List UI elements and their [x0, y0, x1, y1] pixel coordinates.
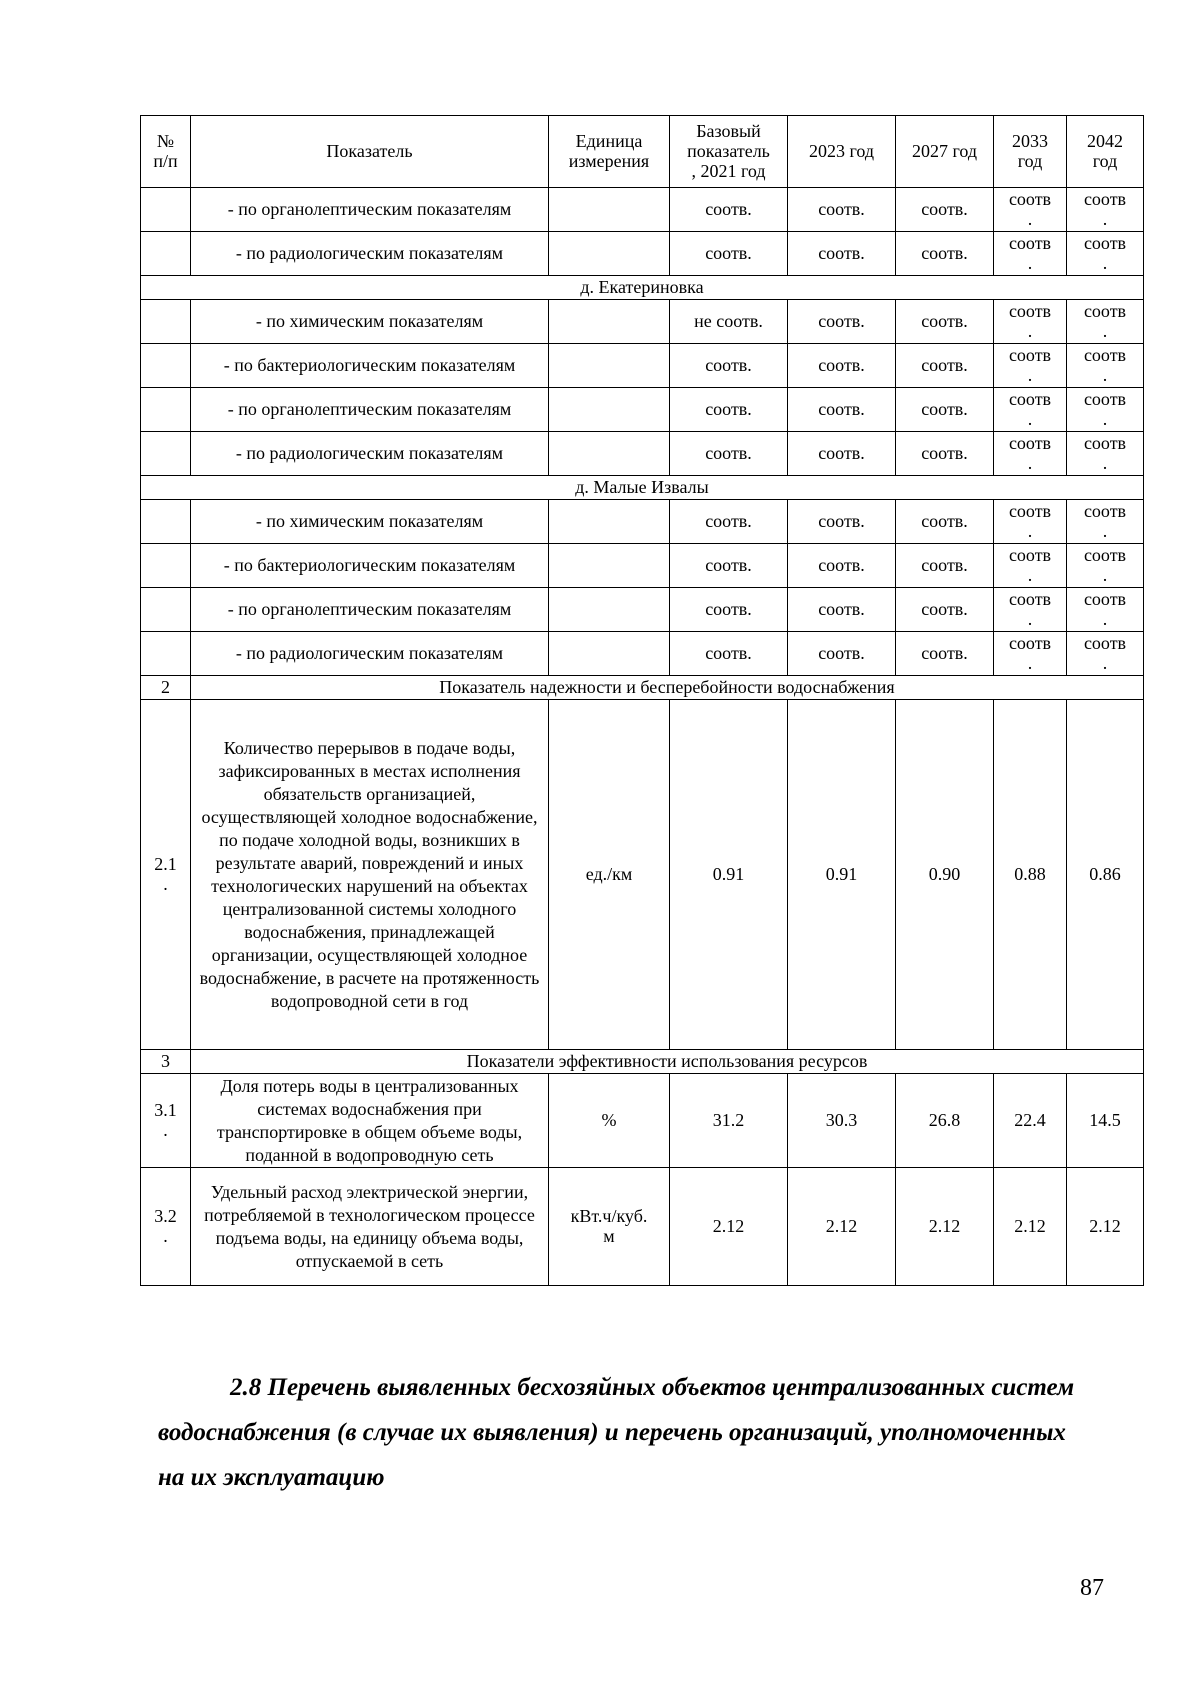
row-2042-text: соотв . — [1083, 232, 1127, 273]
table-row — [141, 388, 1144, 432]
table-row — [141, 700, 1144, 1050]
row-unit — [549, 432, 670, 476]
row-indicator: - по органолептическим показателям — [191, 188, 549, 232]
table-row — [141, 344, 1144, 388]
row-2023: соотв. — [788, 544, 896, 588]
row-num — [141, 700, 191, 1050]
row-indicator: Доля потерь воды в централизованных системах водоснабжения при транспортировке в общем объеме воды, поданной в водопроводную сеть — [191, 1074, 549, 1168]
heading-line-3: на их эксплуатацию — [158, 1464, 385, 1491]
row-base: соотв. — [670, 432, 788, 476]
row-2023: соотв. — [788, 232, 896, 276]
row-2027: соотв. — [896, 232, 994, 276]
row-2027: 26.8 — [896, 1074, 994, 1168]
page-number: 87 — [1080, 1575, 1104, 1601]
row-unit — [549, 388, 670, 432]
row-unit — [549, 632, 670, 676]
table-row — [141, 632, 1144, 676]
row-2033-text: соотв . — [1008, 188, 1052, 229]
row-2027: соотв. — [896, 500, 994, 544]
row-num — [141, 632, 191, 676]
table-row — [141, 544, 1144, 588]
row-2033-text: соотв . — [1008, 432, 1052, 473]
row-num — [141, 232, 191, 276]
row-num — [141, 188, 191, 232]
row-unit — [549, 500, 670, 544]
row-indicator: - по органолептическим показателям — [191, 588, 549, 632]
row-2027: соотв. — [896, 300, 994, 344]
row-base: 0.91 — [670, 700, 788, 1050]
row-unit — [549, 1168, 670, 1286]
row-unit — [549, 700, 670, 1050]
row-2033 — [994, 432, 1067, 476]
section-title: Показатель надежности и бесперебойности водоснабжения — [191, 676, 1144, 700]
header-2042: 2042 год — [1067, 116, 1144, 188]
row-num-text: 3.2 . — [154, 1205, 177, 1246]
row-base: соотв. — [670, 388, 788, 432]
row-num — [141, 432, 191, 476]
row-2042-text: соотв . — [1083, 188, 1127, 229]
section-num: 3 — [141, 1050, 191, 1074]
row-indicator: - по радиологическим показателям — [191, 432, 549, 476]
row-2027: 0.90 — [896, 700, 994, 1050]
row-2033 — [994, 232, 1067, 276]
row-2033 — [994, 500, 1067, 544]
row-2033-text: соотв . — [1008, 500, 1052, 541]
row-2042 — [1067, 232, 1144, 276]
section-row — [141, 1050, 1144, 1074]
row-2042-text: соотв . — [1083, 388, 1127, 429]
row-indicator: - по бактериологическим показателям — [191, 544, 549, 588]
row-base: соотв. — [670, 188, 788, 232]
section-row — [141, 676, 1144, 700]
row-2042 — [1067, 588, 1144, 632]
row-2033 — [994, 300, 1067, 344]
row-2033 — [994, 388, 1067, 432]
row-indicator: Количество перерывов в подаче воды, зафиксированных в местах исполнения обязательств организацией, осуществляющей холодное водоснабжение, по подаче холодной воды, возникших в результате аварий, повреждений и иных технологических нарушений на объектах централизованной системы холодного водоснабжения, принадлежащей организации, осуществляющей холодное водоснабжение, в расчете на протяженность водопроводной сети в год — [191, 700, 549, 1050]
table-header-row — [141, 116, 1144, 188]
row-2023: соотв. — [788, 188, 896, 232]
row-2033: 2.12 — [994, 1168, 1067, 1286]
row-2033 — [994, 188, 1067, 232]
locality-title: д. Екатериновка — [141, 276, 1144, 300]
row-2033-text: соотв . — [1008, 344, 1052, 385]
row-unit-text: кВт.ч/куб. м — [570, 1205, 648, 1246]
row-2042-text: соотв . — [1083, 500, 1127, 541]
row-indicator: - по химическим показателям — [191, 300, 549, 344]
row-2033 — [994, 544, 1067, 588]
row-2023: 2.12 — [788, 1168, 896, 1286]
row-2027: соотв. — [896, 388, 994, 432]
row-2027: соотв. — [896, 344, 994, 388]
row-2023: соотв. — [788, 632, 896, 676]
row-2042-text: соотв . — [1083, 344, 1127, 385]
row-2033-text: соотв . — [1008, 544, 1052, 585]
row-2033-text: соотв . — [1008, 588, 1052, 629]
row-num — [141, 344, 191, 388]
table-row — [141, 188, 1144, 232]
row-2042-text: соотв . — [1083, 544, 1127, 585]
header-2027: 2027 год — [896, 116, 994, 188]
row-base: соотв. — [670, 500, 788, 544]
header-2033: 2033 год — [994, 116, 1067, 188]
row-2023: соотв. — [788, 300, 896, 344]
row-2027: соотв. — [896, 544, 994, 588]
header-base: Базовый показатель , 2021 год — [670, 116, 788, 188]
row-2033-text: соотв . — [1008, 388, 1052, 429]
header-indicator: Показатель — [191, 116, 549, 188]
header-unit: Единица измерения — [549, 116, 670, 188]
row-base: соотв. — [670, 588, 788, 632]
row-base: не соотв. — [670, 300, 788, 344]
table-row — [141, 500, 1144, 544]
section-num: 2 — [141, 676, 191, 700]
row-indicator: - по органолептическим показателям — [191, 388, 549, 432]
row-base: соотв. — [670, 544, 788, 588]
row-num — [141, 588, 191, 632]
row-num — [141, 300, 191, 344]
row-2023: 0.91 — [788, 700, 896, 1050]
row-2023: соотв. — [788, 344, 896, 388]
row-2042 — [1067, 632, 1144, 676]
row-2033 — [994, 632, 1067, 676]
row-2042-text: соотв . — [1083, 300, 1127, 341]
row-indicator: - по радиологическим показателям — [191, 632, 549, 676]
row-unit — [549, 232, 670, 276]
row-2023: соотв. — [788, 388, 896, 432]
row-2042-text: соотв . — [1083, 632, 1127, 673]
row-unit-text: % — [601, 1110, 617, 1130]
row-unit — [549, 344, 670, 388]
row-num-text: 2.1 . — [154, 853, 177, 894]
row-2033-text: соотв . — [1008, 300, 1052, 341]
row-2027: соотв. — [896, 432, 994, 476]
row-2027: соотв. — [896, 588, 994, 632]
row-2042: 0.86 — [1067, 700, 1144, 1050]
locality-row — [141, 476, 1144, 500]
row-2042 — [1067, 388, 1144, 432]
row-unit — [549, 300, 670, 344]
row-num — [141, 500, 191, 544]
row-2042 — [1067, 188, 1144, 232]
row-2023: 30.3 — [788, 1074, 896, 1168]
header-2023: 2023 год — [788, 116, 896, 188]
table-row — [141, 1168, 1144, 1286]
row-indicator: Удельный расход электрической энергии, потребляемой в технологическом процессе подъема воды, на единицу объема воды, отпускаемой в сеть — [191, 1168, 549, 1286]
heading-line-2: водоснабжения (в случае их выявления) и перечень организаций, уполномоченных — [158, 1419, 1066, 1446]
table-row — [141, 432, 1144, 476]
row-2042-text: соотв . — [1083, 588, 1127, 629]
row-2033-text: соотв . — [1008, 632, 1052, 673]
table-row — [141, 232, 1144, 276]
header-num: № п/п — [141, 116, 191, 188]
row-2042: 14.5 — [1067, 1074, 1144, 1168]
row-base: 31.2 — [670, 1074, 788, 1168]
row-indicator: - по химическим показателям — [191, 500, 549, 544]
row-num — [141, 1168, 191, 1286]
row-base: соотв. — [670, 232, 788, 276]
table-row — [141, 1074, 1144, 1168]
row-2033 — [994, 344, 1067, 388]
row-2042 — [1067, 544, 1144, 588]
row-indicator: - по бактериологическим показателям — [191, 344, 549, 388]
row-base: соотв. — [670, 344, 788, 388]
row-2023: соотв. — [788, 432, 896, 476]
row-num — [141, 388, 191, 432]
row-unit — [549, 588, 670, 632]
row-2033: 22.4 — [994, 1074, 1067, 1168]
row-2023: соотв. — [788, 588, 896, 632]
row-num-text: 3.1 . — [154, 1099, 177, 1140]
heading-line-1: 2.8 Перечень выявленных бесхозяйных объектов централизованных систем — [230, 1374, 1075, 1401]
row-2027: соотв. — [896, 632, 994, 676]
row-2042: 2.12 — [1067, 1168, 1144, 1286]
row-base: соотв. — [670, 632, 788, 676]
row-2042-text: соотв . — [1083, 432, 1127, 473]
row-2027: соотв. — [896, 188, 994, 232]
row-unit — [549, 1074, 670, 1168]
row-2042 — [1067, 432, 1144, 476]
row-2033: 0.88 — [994, 700, 1067, 1050]
row-2042 — [1067, 300, 1144, 344]
row-2023: соотв. — [788, 500, 896, 544]
section-heading — [158, 1365, 1140, 1500]
section-title: Показатели эффективности использования ресурсов — [191, 1050, 1144, 1074]
row-unit — [549, 544, 670, 588]
row-num — [141, 1074, 191, 1168]
indicators-table — [140, 115, 1144, 1286]
row-unit — [549, 188, 670, 232]
row-indicator: - по радиологическим показателям — [191, 232, 549, 276]
row-2033 — [994, 588, 1067, 632]
row-base: 2.12 — [670, 1168, 788, 1286]
row-num — [141, 544, 191, 588]
row-2033-text: соотв . — [1008, 232, 1052, 273]
table-row — [141, 300, 1144, 344]
table-row — [141, 588, 1144, 632]
row-unit-text: ед./км — [585, 864, 633, 884]
locality-title: д. Малые Извалы — [141, 476, 1144, 500]
row-2042 — [1067, 344, 1144, 388]
row-2042 — [1067, 500, 1144, 544]
row-2027: 2.12 — [896, 1168, 994, 1286]
locality-row — [141, 276, 1144, 300]
